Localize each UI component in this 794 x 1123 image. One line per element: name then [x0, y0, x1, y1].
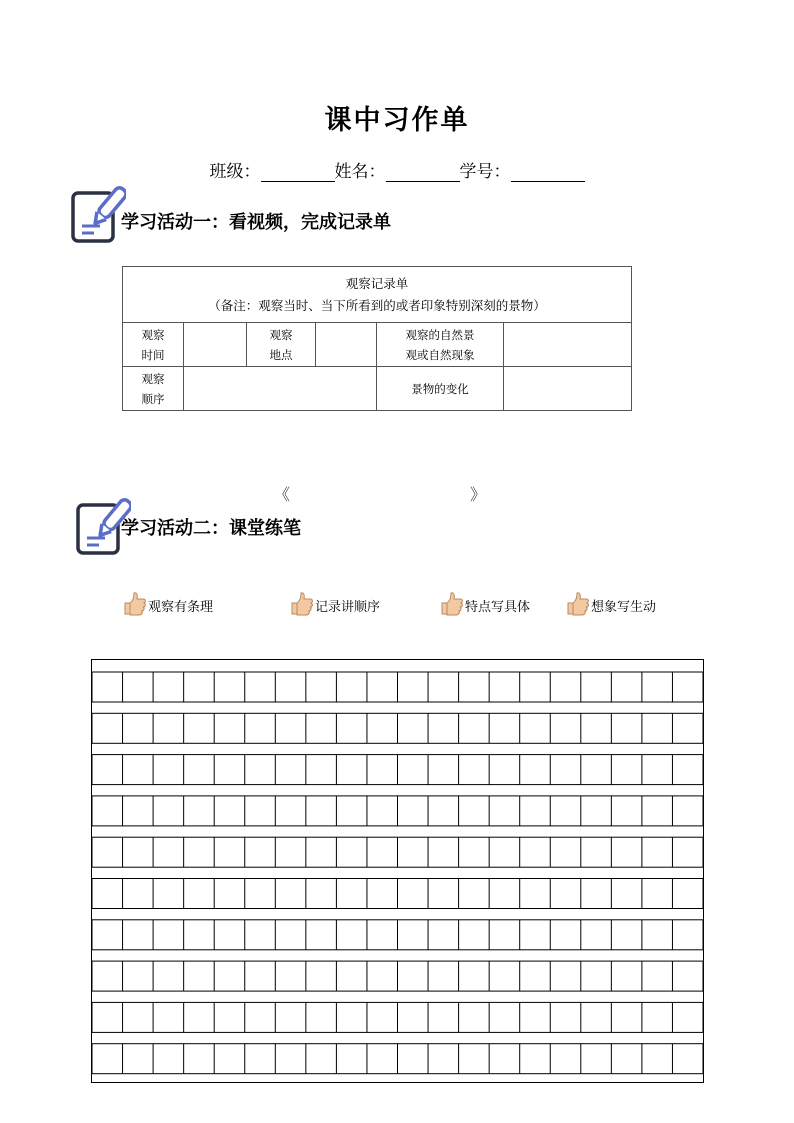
observe-place-label: 观察 地点 — [247, 323, 316, 367]
class-label: 班级： — [209, 162, 261, 182]
next-chevron[interactable]: 》 — [470, 485, 487, 504]
thumbs-up-icon — [120, 589, 148, 621]
observe-order-label: 观察 顺序 — [123, 367, 184, 411]
observe-phenomenon-cell[interactable] — [504, 323, 632, 367]
student-info-line — [0, 157, 794, 182]
name-label: 姓名： — [334, 162, 386, 182]
record-table-title: 观察记录单 — [345, 275, 409, 291]
number-label: 学号： — [459, 162, 511, 182]
observe-time-label: 观察 时间 — [123, 323, 184, 367]
observe-place-cell[interactable] — [316, 323, 377, 367]
scene-change-cell[interactable] — [504, 367, 632, 411]
record-table-header — [123, 267, 632, 323]
pencil-note-icon — [70, 186, 126, 244]
observe-time-cell[interactable] — [184, 323, 247, 367]
class-blank[interactable] — [261, 163, 335, 182]
record-table-note: （备注：观察当时、当下所看到的或者印象特别深刻的景物） — [208, 297, 546, 313]
activity1-title: 学习活动一：看视频，完成记录单 — [121, 212, 391, 233]
writing-grid-lines — [91, 659, 704, 1083]
thumbs-up-icon — [437, 589, 465, 621]
tip-text: 观察有条理 — [148, 599, 214, 615]
activity2-title: 学习活动二：课堂练笔 — [121, 518, 301, 539]
thumbs-up-icon — [287, 589, 315, 621]
name-blank[interactable] — [386, 163, 460, 182]
tip-item — [287, 589, 380, 621]
page-title: 课中习作单 — [324, 105, 470, 136]
observe-phenomenon-label: 观察的自然景 观或自然现象 — [377, 323, 504, 367]
tip-text: 特点写具体 — [465, 599, 531, 615]
tip-text: 记录讲顺序 — [315, 599, 381, 615]
prev-chevron[interactable]: 《 — [274, 485, 291, 504]
tip-item — [120, 589, 213, 621]
thumbs-up-icon — [563, 589, 591, 621]
observation-record-table — [122, 266, 632, 411]
observe-order-cell[interactable] — [184, 367, 377, 411]
tip-item — [563, 589, 656, 621]
tip-item — [437, 589, 530, 621]
scene-change-label: 景物的变化 — [377, 367, 504, 411]
tip-text: 想象写生动 — [591, 599, 657, 615]
number-blank[interactable] — [511, 163, 585, 182]
writing-grid[interactable] — [91, 659, 704, 1083]
